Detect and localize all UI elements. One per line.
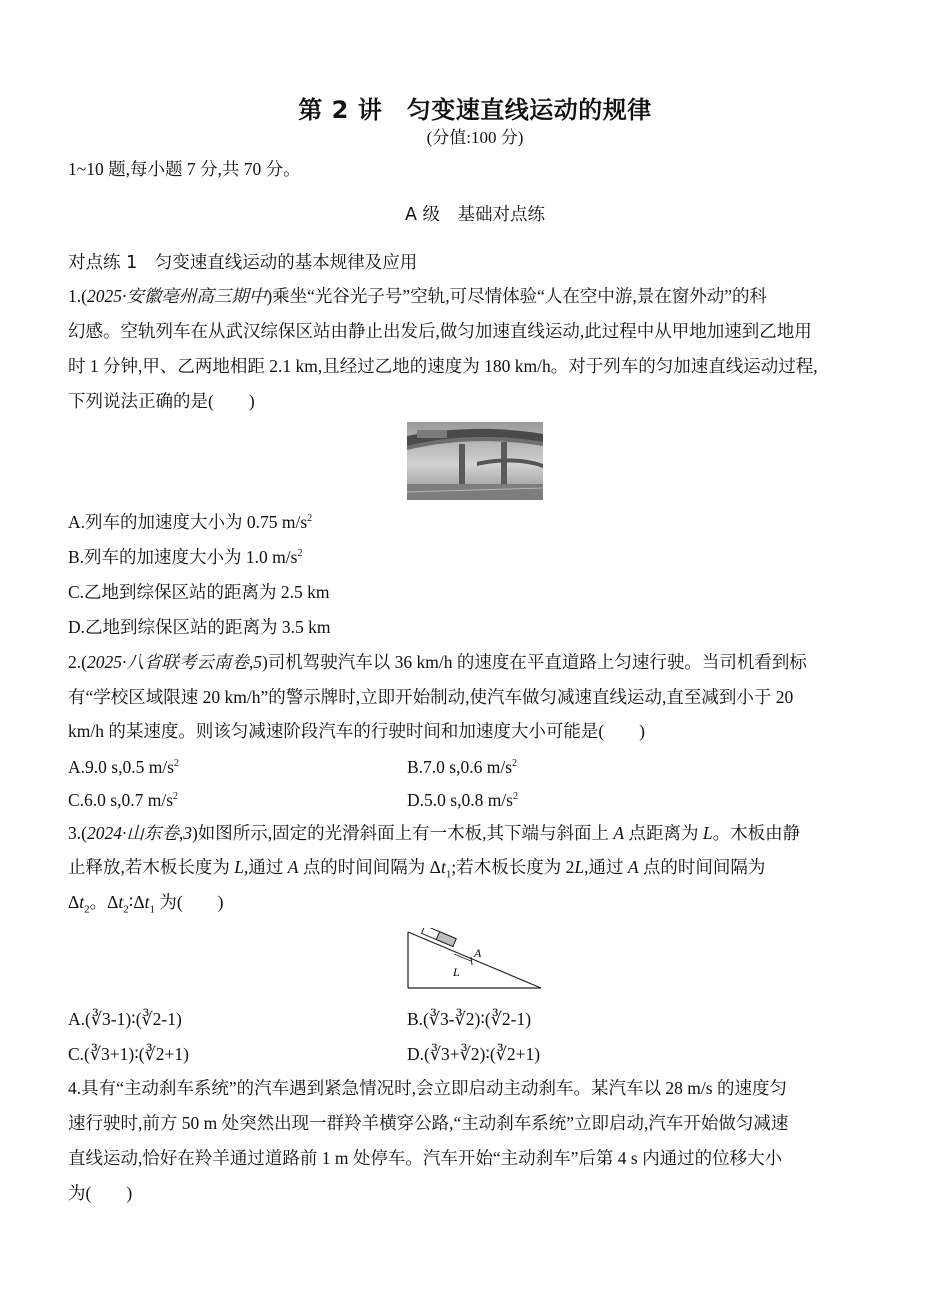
q1-option-a-text: A.列车的加速度大小为 0.75 m/s — [68, 512, 308, 532]
var-t: t — [440, 857, 446, 877]
var-L: L — [234, 857, 244, 877]
q1-line1 — [68, 284, 767, 308]
point-a-tick — [471, 957, 472, 965]
q3-option-d: D.(∛3+∛2)∶(∛2+1) — [407, 1044, 541, 1064]
q3-line2 — [68, 855, 765, 879]
q2-source: 2025·八省联考云南卷,5 — [86, 652, 262, 672]
q3-text: ,通过 — [243, 857, 288, 877]
q1-line4: 下列说法正确的是( ) — [68, 391, 255, 411]
var-A: A — [627, 857, 639, 877]
q1-option-b — [68, 545, 302, 569]
exponent: 2 — [173, 758, 179, 769]
var-t: t — [118, 892, 124, 912]
q4-line4: 为( ) — [68, 1183, 133, 1203]
wooden-board — [422, 928, 457, 947]
intro-text: 1~10 题,每小题 7 分,共 70 分。 — [68, 159, 301, 179]
q2-option-b-text: B.7.0 s,0.6 m/s — [407, 757, 513, 777]
q3-source: 2024·山东卷,3 — [86, 823, 192, 843]
q3-number: 3.( — [68, 823, 87, 843]
q3-text: ,通过 — [584, 857, 628, 877]
monorail-photo — [407, 422, 543, 500]
exponent: 2 — [307, 513, 313, 524]
q3-text: 为( ) — [154, 892, 224, 912]
q3-text: 点的时间间隔为 — [638, 857, 766, 877]
q2-option-d — [407, 788, 518, 812]
q2-option-c — [68, 788, 178, 812]
q2-option-c-text: C.6.0 s,0.7 m/s — [68, 790, 174, 810]
label-l: L — [453, 965, 460, 979]
q3-text: 止释放,若木板长度为 — [68, 857, 235, 877]
q2-line3: km/h 的某速度。则该匀减速阶段汽车的行驶时间和加速度大小可能是( ) — [68, 721, 646, 741]
incline-diagram — [405, 928, 545, 990]
q3-text: ∶Δ — [128, 892, 145, 912]
section-heading: 对点练 1 匀变速直线运动的基本规律及应用 — [68, 253, 418, 273]
q4-line3: 直线运动,恰好在羚羊通过道路前 1 m 处停车。汽车开始“主动刹车”后第 4 s 内通过的位移大小 — [68, 1148, 783, 1168]
subscript: 2 — [84, 903, 90, 916]
var-A: A — [287, 857, 299, 877]
level-heading: A 级 基础对点练 — [404, 205, 546, 225]
q3-option-a: A.(∛3-1)∶(∛2-1) — [68, 1009, 182, 1029]
score-note: (分值:100 分) — [426, 128, 524, 147]
var-t: t — [144, 892, 150, 912]
label-a: A — [474, 946, 482, 960]
q1-source: 2025·安徽亳州高三期中 — [86, 286, 267, 306]
q1-line2: 幻感。空轨列车在从武汉综保区站由静止出发后,做匀加速直线运动,此过程中从甲地加速到乙地用 — [68, 321, 812, 341]
q2-option-d-text: D.5.0 s,0.8 m/s — [407, 790, 513, 810]
q3-text: 。木板由静 — [712, 823, 801, 843]
exponent: 2 — [297, 548, 303, 559]
q2-number: 2.( — [68, 652, 87, 672]
var-A: A — [613, 823, 625, 843]
incline-slope — [408, 932, 541, 988]
q3-text: )如图所示,固定的光滑斜面上有一木板,其下端与斜面上 — [191, 823, 614, 843]
q1-option-b-text: B.列车的加速度大小为 1.0 m/s — [68, 547, 298, 567]
q4-line1: 4.具有“主动刹车系统”的汽车遇到紧急情况时,会立即启动主动刹车。某汽车以 28 m/s 的速度匀 — [68, 1078, 787, 1098]
q3-option-b: B.(∛3-∛2)∶(∛2-1) — [407, 1009, 532, 1029]
q3-text: Δ — [68, 892, 80, 912]
subscript: 2 — [123, 903, 129, 916]
q1-option-a — [68, 510, 312, 534]
q2-option-b — [407, 755, 517, 779]
q2-option-a — [68, 755, 179, 779]
q1-option-c: C.乙地到综保区站的距离为 2.5 km — [68, 582, 330, 602]
exponent: 2 — [512, 791, 518, 802]
q2-line1 — [68, 650, 807, 674]
q3-text: 点的时间间隔为 Δ — [298, 857, 441, 877]
subscript: 1 — [149, 903, 155, 916]
q1-line3: 时 1 分钟,甲、乙两地相距 2.1 km,且经过乙地的速度为 180 km/h。对于列车的匀加速直线运动过程, — [68, 356, 818, 376]
q2-text: )司机驾驶汽车以 36 km/h 的速度在平直道路上匀速行驶。当司机看到标 — [261, 652, 807, 672]
q3-option-c: C.(∛3+1)∶(∛2+1) — [68, 1044, 189, 1064]
q1-option-d: D.乙地到综保区站的距离为 3.5 km — [68, 617, 331, 637]
var-L: L — [574, 857, 585, 877]
q3-line1 — [68, 821, 800, 845]
q2-option-a-text: A.9.0 s,0.5 m/s — [68, 757, 174, 777]
exponent: 2 — [512, 758, 518, 769]
q3-line3 — [68, 890, 224, 914]
q2-line2: 有“学校区域限速 20 km/h”的警示牌时,立即开始制动,使汽车做匀减速直线运动,直至减到小于 20 — [68, 687, 794, 707]
subscript: 1 — [445, 868, 452, 881]
q3-text: 。Δ — [89, 892, 119, 912]
q4-line2: 速行驶时,前方 50 m 处突然出现一群羚羊横穿公路,“主动刹车系统”立即启动,汽车开始做匀减速 — [68, 1113, 789, 1133]
exponent: 2 — [173, 791, 179, 802]
var-L: L — [702, 823, 713, 843]
q1-text: )乘坐“光谷光子号”空轨,可尽情体验“人在空中游,景在窗外动”的科 — [266, 286, 767, 306]
q3-text: ;若木板长度为 2 — [451, 857, 575, 877]
q1-number: 1.( — [68, 286, 87, 306]
var-t: t — [79, 892, 85, 912]
page-title: 第 2 讲 匀变速直线运动的规律 — [298, 96, 652, 124]
q3-text: 点距离为 — [624, 823, 703, 843]
